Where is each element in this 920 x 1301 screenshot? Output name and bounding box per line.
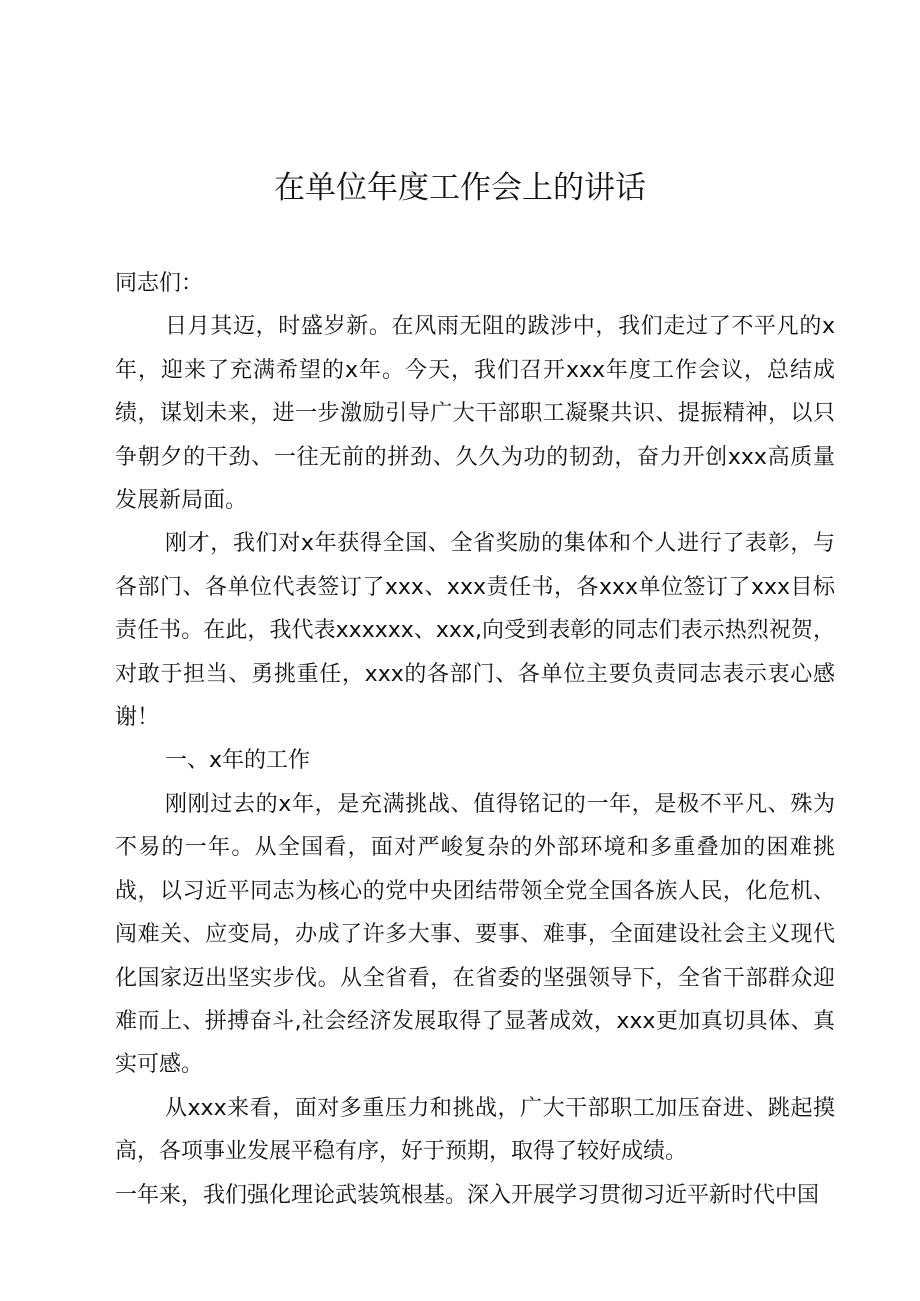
paragraph-theory: 一年来，我们强化理论武装筑根基。深入开展学习贯彻习近平新时代中国: [115, 1182, 820, 1208]
paragraph-opening: 日月其迈，时盛岁新。在风雨无阻的跋涉中，我们走过了不平凡的x年，迎来了充满希望的x年。今天，我们召开xxx年度工作会议，总结成绩，谋划未来，进一步激励引导广大干部职工凝聚共识、提振精神，以只争朝夕的干劲、一往无前的拼劲、久久为功的韧劲，奋力开创xxx高质量发展新局面。: [115, 314, 835, 514]
document-body: [115, 262, 835, 1217]
paragraph-review: 刚刚过去的x年，是充满挑战、值得铭记的一年，是极不平凡、殊为不易的一年。从全国看，面对严峻复杂的外部环境和多重叠加的困难挑战，以习近平同志为核心的党中央团结带领全党全国各族人民，化危机、闯难关、应变局，办成了许多大事、要事、难事，全面建设社会主义现代化国家迈出坚实步伐。从全省看，在省委的坚强领导下，全省干部群众迎难而上、拼搏奋斗,社会经济发展取得了显著成效，xxx更加真切具体、真实可感。: [115, 791, 835, 1078]
section-heading: 一、x年的工作: [165, 748, 311, 774]
paragraph-local-review: 从xxx来看，面对多重压力和挑战，广大干部职工加压奋进、跳起摸高，各项事业发展平稳有序，好于预期，取得了较好成绩。: [115, 1095, 835, 1165]
document-title: 在单位年度工作会上的讲话: [274, 170, 646, 206]
salutation: 同志们：: [115, 271, 204, 296]
paragraph-commendation: 刚才，我们对x年获得全国、全省奖励的集体和个人进行了表彰，与各部门、各单位代表签订了xxx、xxx责任书，各xxx单位签订了xxx目标责任书。在此，我代表xxxxxx、xxx,向受到表彰的同志们表示热烈祝贺，对敢于担当、勇挑重任，xxx的各部门、各单位主要负责同志表示衷心感谢！: [115, 531, 835, 731]
